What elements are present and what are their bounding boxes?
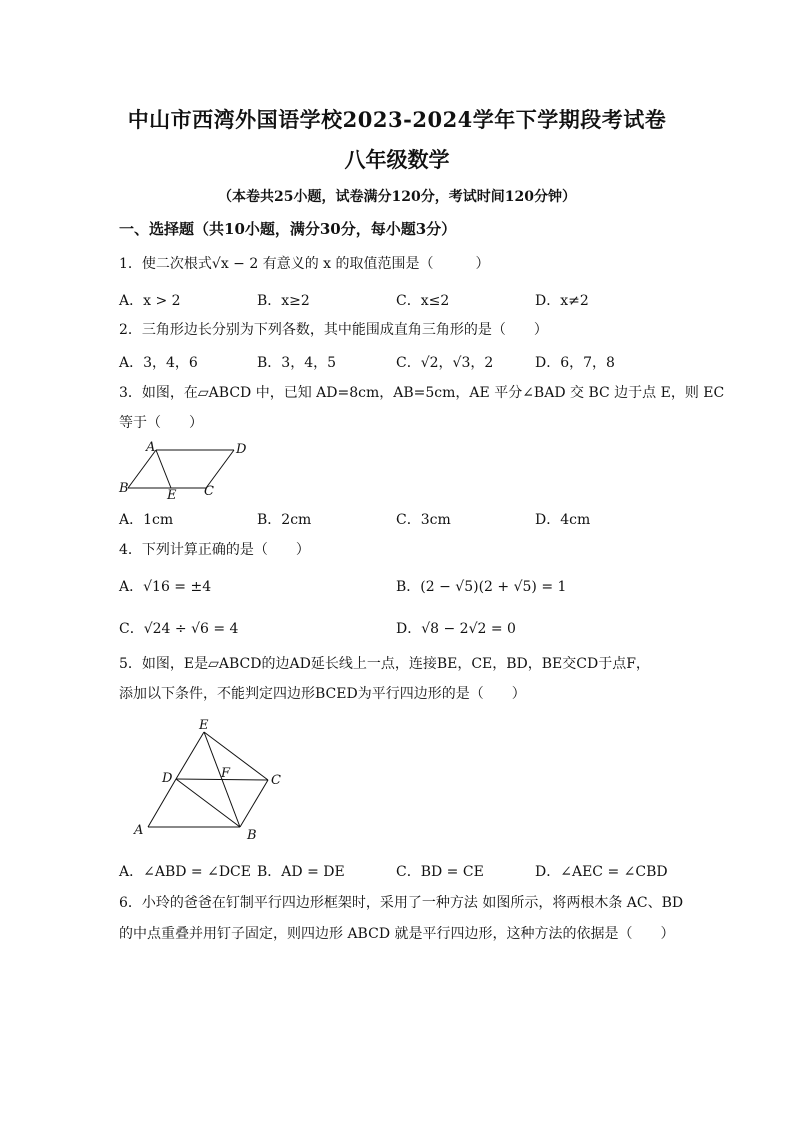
question-5-option-c: C．BD = CE — [396, 864, 484, 880]
question-5-stem: 5．如图，E是▱ABCD的边AD延长线上一点，连接BE，CE，BD，BE交CD于点F， — [119, 656, 650, 672]
question-2-option-a: A．3，4，6 — [119, 355, 198, 371]
exam-subtitle: 八年级数学 — [344, 147, 450, 172]
question-3-option-c: C．3cm — [396, 512, 451, 528]
figure-label: C — [204, 484, 214, 499]
figure-label: D — [162, 771, 173, 786]
figure-label: A — [146, 440, 156, 455]
question-6-stem: 6．小玲的爸爸在钉制平行四边形框架时，采用了一种方法 如图所示，将两根木条 AC、BD — [119, 895, 684, 911]
question-2-option-b: B．3，4，5 — [257, 355, 337, 371]
figure-label: B — [119, 481, 129, 496]
question-3-figure — [116, 440, 246, 502]
question-6-stem-cont: 的中点重叠并用钉子固定，则四边形 ABCD 就是平行四边形，这种方法的依据是（ ） — [119, 926, 675, 942]
exam-title: 中山市西湾外国语学校2023-2024学年下学期段考试卷 — [127, 107, 667, 132]
figure-label: C — [271, 773, 281, 788]
question-4-stem: 4．下列计算正确的是（ ） — [119, 542, 310, 558]
question-3-stem: 3．如图，在▱ABCD 中，已知 AD=8cm，AB=5cm，AE 平分∠BAD 交 BC 边于点 E，则 EC — [119, 385, 725, 401]
question-2-option-c: C．√2，√3，2 — [396, 355, 494, 371]
figure-label: D — [236, 442, 246, 457]
figure-label: A — [134, 823, 144, 838]
question-3-option-a: A．1cm — [119, 512, 174, 528]
question-2-stem: 2．三角形边长分别为下列各数，其中能围成直角三角形的是（ ） — [119, 322, 548, 338]
question-5-stem-cont: 添加以下条件，不能判定四边形BCED为平行四边形的是（ ） — [119, 686, 526, 702]
question-5-figure — [130, 712, 290, 847]
question-3-option-b: B．2cm — [257, 512, 312, 528]
question-5-option-d: D．∠AEC = ∠CBD — [535, 864, 668, 880]
question-4-option-c: C．√24 ÷ √6 = 4 — [119, 621, 239, 637]
question-5-option-b: B．AD = DE — [257, 864, 345, 880]
question-1-option-b: B．x≥2 — [257, 293, 310, 309]
question-4-option-b: B．(2 − √5)(2 + √5) = 1 — [396, 579, 567, 595]
figure-label: F — [221, 766, 231, 781]
question-1-option-c: C．x≤2 — [396, 293, 450, 309]
question-1-stem: 1．使二次根式√x − 2 有意义的 x 的取值范围是（ ） — [119, 256, 490, 272]
exam-note: （本卷共25小题，试卷满分120分，考试时间120分钟） — [218, 189, 576, 205]
figure-label: E — [167, 488, 177, 502]
question-1-option-a: A．x > 2 — [119, 293, 181, 309]
question-5-option-a: A．∠ABD = ∠DCE — [119, 864, 251, 880]
figure-label: B — [247, 828, 257, 843]
section-heading: 一、选择题（共10小题，满分30分，每小题3分） — [119, 220, 457, 238]
question-4-option-a: A．√16 = ±4 — [119, 579, 212, 595]
question-4-option-d: D．√8 − 2√2 = 0 — [396, 621, 516, 637]
figure-label: E — [199, 718, 209, 733]
question-3-option-d: D．4cm — [535, 512, 591, 528]
question-3-stem-cont: 等于（ ） — [119, 415, 203, 431]
question-1-option-d: D．x≠2 — [535, 293, 589, 309]
question-2-option-d: D．6，7，8 — [535, 355, 615, 371]
